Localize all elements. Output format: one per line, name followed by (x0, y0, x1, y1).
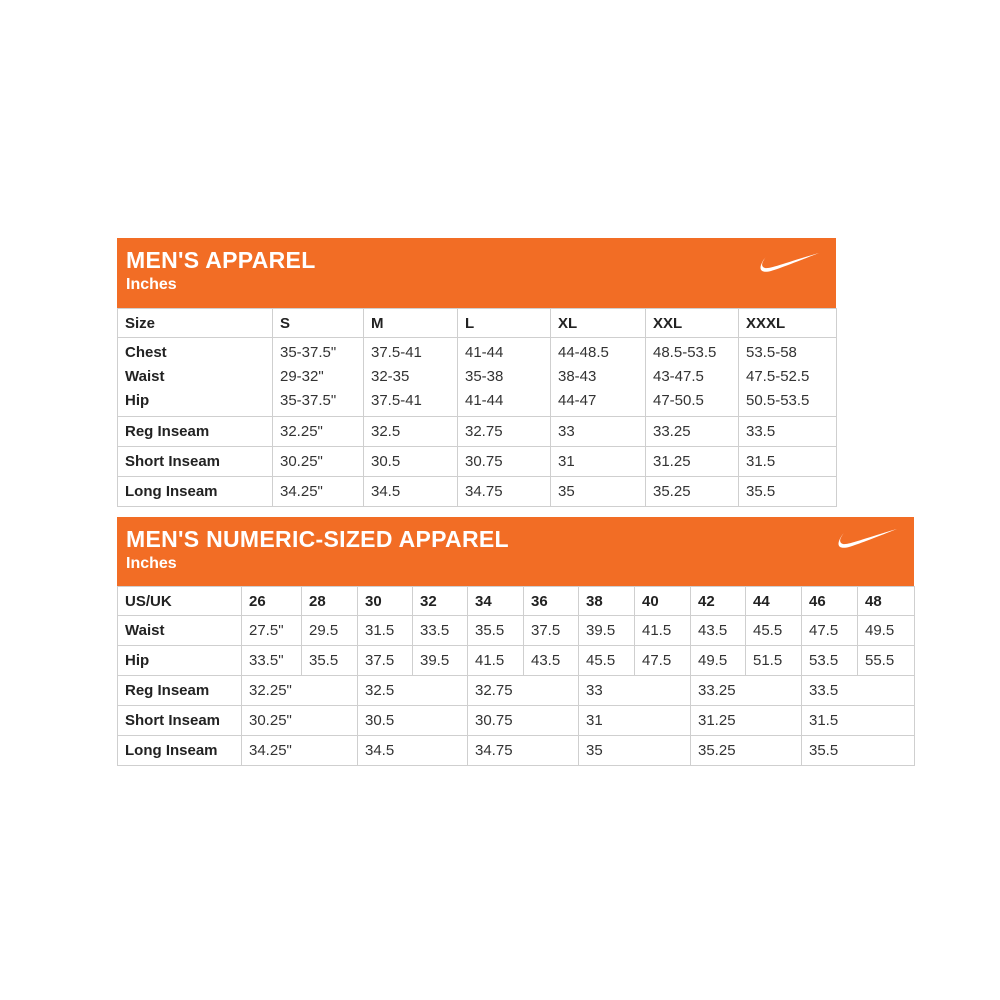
waist-value: 29.5 (302, 616, 358, 646)
inseam-value: 30.5 (364, 447, 458, 477)
inseam-value: 33.25 (646, 417, 739, 447)
size-m: M (364, 309, 458, 338)
mens-apparel-header (117, 238, 836, 308)
us-uk-header-row (118, 587, 915, 616)
hip-value: 47.5 (635, 646, 691, 676)
short-inseam-label: Short Inseam (118, 447, 273, 477)
inseam-value: 31.25 (646, 447, 739, 477)
mens-numeric-unit: Inches (126, 555, 177, 572)
waist-value: 33.5 (413, 616, 468, 646)
chest-label: Chest (125, 344, 167, 361)
inseam-value: 30.25" (242, 706, 358, 736)
inseam-value: 33 (551, 417, 646, 447)
long-inseam-row (118, 736, 915, 766)
inseam-value: 34.5 (358, 736, 468, 766)
inseam-value: 31.5 (802, 706, 915, 736)
size-header-row (118, 309, 837, 338)
hip-value: 50.5-53.5 (746, 392, 810, 409)
hip-value: 37.5-41 (371, 392, 422, 409)
waist-value: 45.5 (746, 616, 802, 646)
waist-value: 31.5 (358, 616, 413, 646)
size-48: 48 (858, 587, 915, 616)
hip-label: Hip (125, 392, 150, 409)
hip-value: 45.5 (579, 646, 635, 676)
body-labels-cell (118, 338, 273, 417)
waist-value: 35.5 (468, 616, 524, 646)
chest-value: 37.5-41 (371, 344, 422, 361)
inseam-value: 32.5 (358, 676, 468, 706)
inseam-value: 32.5 (364, 417, 458, 447)
inseam-value: 33 (579, 676, 691, 706)
size-26: 26 (242, 587, 302, 616)
waist-value: 43.5 (691, 616, 746, 646)
inseam-value: 35.5 (802, 736, 915, 766)
size-30: 30 (358, 587, 413, 616)
swoosh-icon (757, 250, 821, 280)
short-inseam-label: Short Inseam (118, 706, 242, 736)
inseam-value: 35 (551, 477, 646, 507)
mens-numeric-table (117, 586, 915, 766)
waist-row (118, 616, 915, 646)
body-measurements-row (118, 338, 837, 417)
waist-value: 39.5 (579, 616, 635, 646)
long-inseam-row (118, 477, 837, 507)
hip-value: 44-47 (558, 392, 597, 409)
waist-label: Waist (125, 368, 165, 385)
inseam-value: 31.5 (739, 447, 837, 477)
hip-value: 43.5 (524, 646, 579, 676)
size-xxl: XXL (646, 309, 739, 338)
reg-inseam-row (118, 676, 915, 706)
inseam-value: 34.75 (458, 477, 551, 507)
inseam-value: 35.25 (646, 477, 739, 507)
measure-cell (273, 338, 364, 417)
waist-value: 32-35 (371, 368, 410, 385)
size-46: 46 (802, 587, 858, 616)
inseam-value: 32.75 (468, 676, 579, 706)
size-header-label: Size (118, 309, 273, 338)
mens-numeric-chart (117, 517, 914, 766)
size-42: 42 (691, 587, 746, 616)
measure-cell (364, 338, 458, 417)
inseam-value: 33.5 (739, 417, 837, 447)
waist-label: Waist (118, 616, 242, 646)
chest-value: 48.5-53.5 (653, 344, 717, 361)
waist-value: 29-32" (280, 368, 324, 385)
size-28: 28 (302, 587, 358, 616)
measure-cell (551, 338, 646, 417)
inseam-value: 30.75 (458, 447, 551, 477)
size-xxxl: XXXL (739, 309, 837, 338)
waist-value: 38-43 (558, 368, 597, 385)
measure-cell (646, 338, 739, 417)
mens-apparel-title: MEN'S APPAREL (126, 247, 316, 273)
inseam-value: 31.25 (691, 706, 802, 736)
size-s: S (273, 309, 364, 338)
waist-value: 37.5 (524, 616, 579, 646)
inseam-value: 35 (579, 736, 691, 766)
inseam-value: 35.25 (691, 736, 802, 766)
hip-value: 51.5 (746, 646, 802, 676)
hip-value: 49.5 (691, 646, 746, 676)
long-inseam-label: Long Inseam (118, 477, 273, 507)
hip-value: 47-50.5 (653, 392, 704, 409)
size-l: L (458, 309, 551, 338)
inseam-value: 34.5 (364, 477, 458, 507)
size-32: 32 (413, 587, 468, 616)
inseam-value: 33.25 (691, 676, 802, 706)
long-inseam-label: Long Inseam (118, 736, 242, 766)
hip-label: Hip (118, 646, 242, 676)
size-36: 36 (524, 587, 579, 616)
measure-cell (739, 338, 837, 417)
size-44: 44 (746, 587, 802, 616)
reg-inseam-label: Reg Inseam (118, 676, 242, 706)
inseam-value: 31 (579, 706, 691, 736)
waist-value: 43-47.5 (653, 368, 704, 385)
inseam-value: 30.75 (468, 706, 579, 736)
waist-value: 27.5" (242, 616, 302, 646)
chest-value: 35-37.5" (280, 344, 337, 361)
chest-value: 41-44 (465, 344, 504, 361)
waist-value: 35-38 (465, 368, 504, 385)
inseam-value: 33.5 (802, 676, 915, 706)
inseam-value: 34.25" (273, 477, 364, 507)
inseam-value: 31 (551, 447, 646, 477)
chest-value: 44-48.5 (558, 344, 609, 361)
reg-inseam-row (118, 417, 837, 447)
waist-value: 47.5 (802, 616, 858, 646)
hip-value: 37.5 (358, 646, 413, 676)
hip-value: 35.5 (302, 646, 358, 676)
size-40: 40 (635, 587, 691, 616)
inseam-value: 30.5 (358, 706, 468, 736)
size-xl: XL (551, 309, 646, 338)
inseam-value: 32.25" (273, 417, 364, 447)
waist-value: 49.5 (858, 616, 915, 646)
mens-numeric-title: MEN'S NUMERIC-SIZED APPAREL (126, 526, 509, 552)
inseam-value: 35.5 (739, 477, 837, 507)
chest-value: 53.5-58 (746, 344, 797, 361)
hip-value: 35-37.5" (280, 392, 337, 409)
short-inseam-row (118, 706, 915, 736)
reg-inseam-label: Reg Inseam (118, 417, 273, 447)
swoosh-icon (835, 526, 899, 556)
waist-value: 41.5 (635, 616, 691, 646)
hip-value: 33.5" (242, 646, 302, 676)
inseam-value: 32.75 (458, 417, 551, 447)
hip-value: 41-44 (465, 392, 504, 409)
measure-cell (458, 338, 551, 417)
mens-apparel-chart (117, 238, 836, 507)
inseam-value: 34.25" (242, 736, 358, 766)
inseam-value: 34.75 (468, 736, 579, 766)
us-uk-label: US/UK (118, 587, 242, 616)
size-34: 34 (468, 587, 524, 616)
mens-numeric-header (117, 517, 914, 586)
inseam-value: 32.25" (242, 676, 358, 706)
hip-row (118, 646, 915, 676)
inseam-value: 30.25" (273, 447, 364, 477)
hip-value: 55.5 (858, 646, 915, 676)
size-38: 38 (579, 587, 635, 616)
hip-value: 41.5 (468, 646, 524, 676)
hip-value: 53.5 (802, 646, 858, 676)
waist-value: 47.5-52.5 (746, 368, 810, 385)
hip-value: 39.5 (413, 646, 468, 676)
mens-apparel-table (117, 308, 837, 507)
mens-apparel-unit: Inches (126, 276, 177, 293)
short-inseam-row (118, 447, 837, 477)
